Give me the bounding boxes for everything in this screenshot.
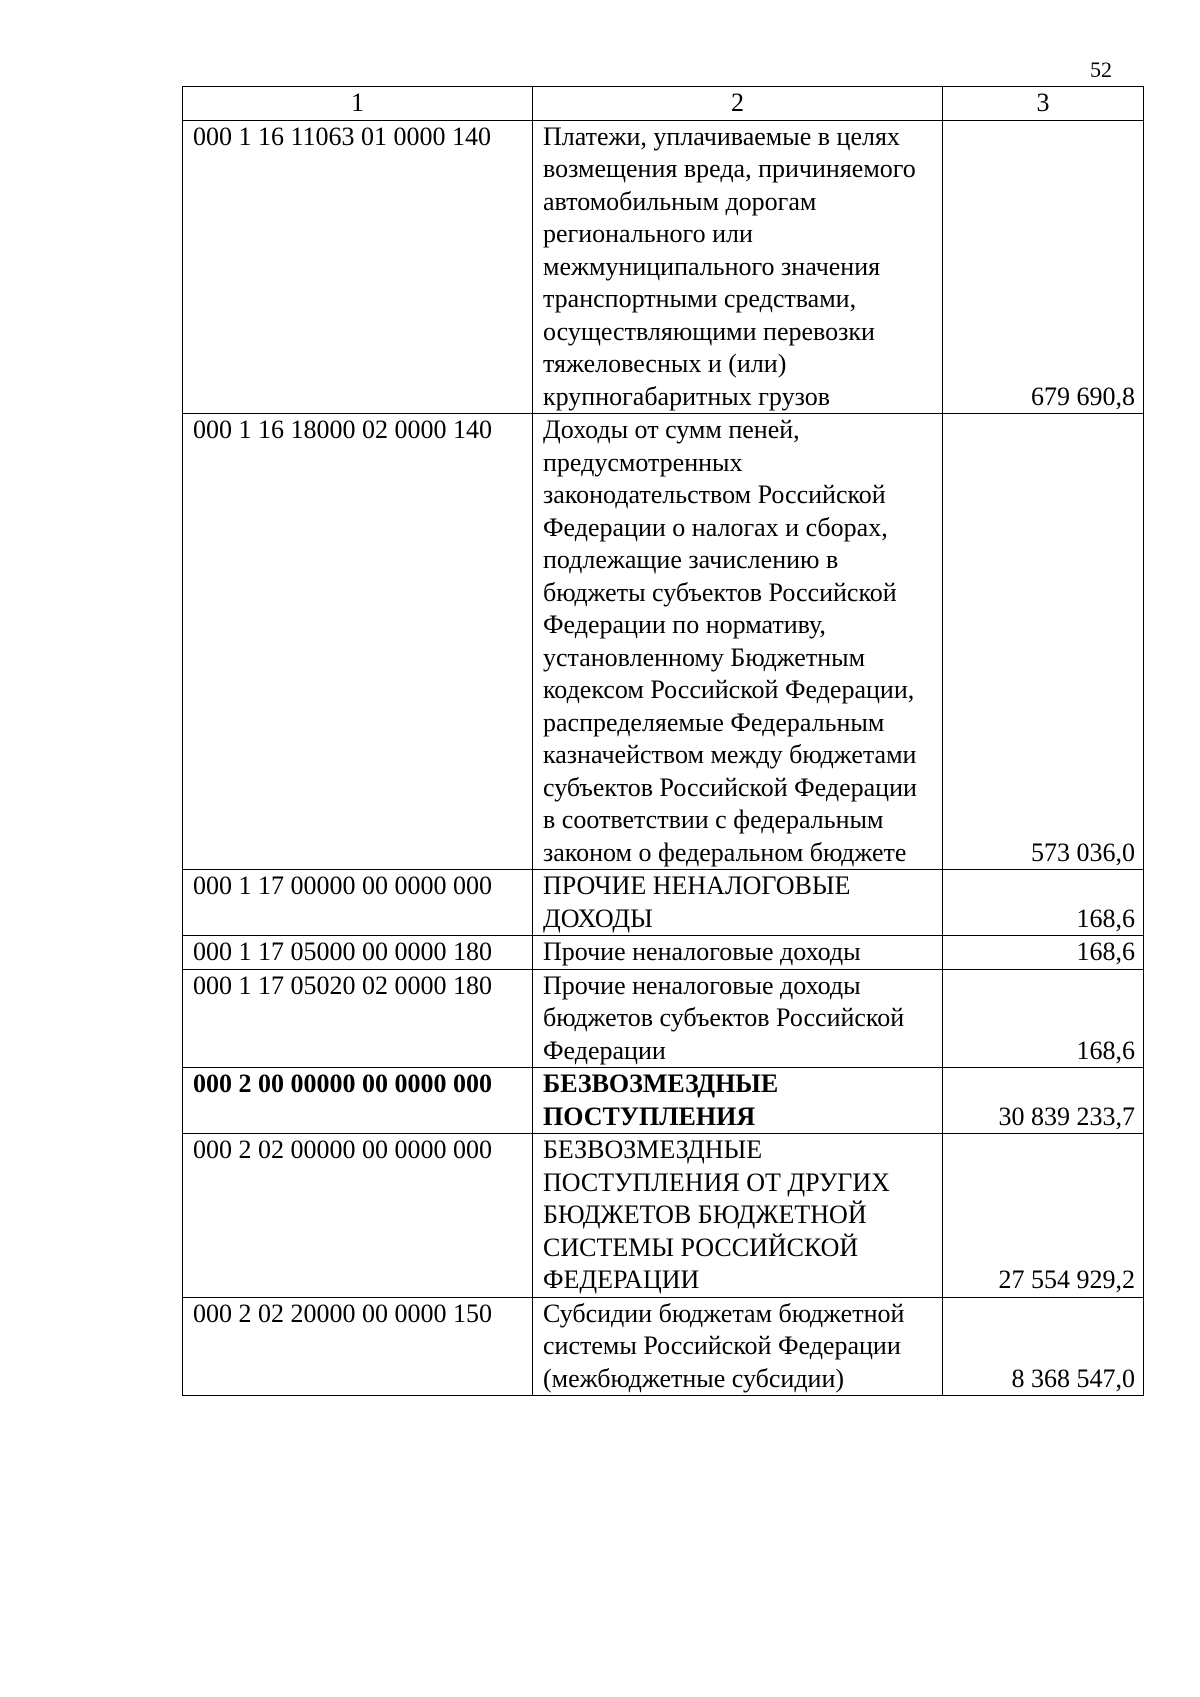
table-header-row <box>183 87 1144 121</box>
table-row <box>183 870 1144 936</box>
table-row <box>183 414 1144 870</box>
revenue-name: Доходы от сумм пеней, предусмотренных законодательством Российской Федерации о налогах и сборах, подлежащие зачислению в бюджеты субъектов Российской Федерации по нормативу, установленному Бюджетным кодексом Российской Федерации, распределяемые Федеральным казначейством между бюджетами субъектов Российской Федерации в соответствии с федеральным законом о федеральном бюджете <box>533 414 943 870</box>
budget-code: 000 2 02 00000 00 0000 000 <box>183 1134 533 1298</box>
table-row <box>183 120 1144 414</box>
table-row <box>183 1297 1144 1396</box>
column-header-2: 2 <box>533 87 943 121</box>
page-number: 52 <box>1090 57 1112 82</box>
revenue-name: БЕЗВОЗМЕЗДНЫЕ ПОСТУПЛЕНИЯ <box>533 1068 943 1134</box>
column-header-3: 3 <box>943 87 1144 121</box>
budget-code: 000 1 16 18000 02 0000 140 <box>183 414 533 870</box>
amount: 573 036,0 <box>943 414 1144 870</box>
budget-code: 000 1 17 05000 00 0000 180 <box>183 936 533 970</box>
table-row <box>183 936 1144 970</box>
amount: 30 839 233,7 <box>943 1068 1144 1134</box>
revenue-name: Прочие неналоговые доходы бюджетов субъектов Российской Федерации <box>533 969 943 1068</box>
budget-revenue-table <box>182 86 1144 1396</box>
revenue-name: БЕЗВОЗМЕЗДНЫЕ ПОСТУПЛЕНИЯ ОТ ДРУГИХ БЮДЖЕТОВ БЮДЖЕТНОЙ СИСТЕМЫ РОССИЙСКОЙ ФЕДЕРАЦИИ <box>533 1134 943 1298</box>
amount: 168,6 <box>943 969 1144 1068</box>
amount: 27 554 929,2 <box>943 1134 1144 1298</box>
column-header-1: 1 <box>183 87 533 121</box>
table-row <box>183 969 1144 1068</box>
amount: 168,6 <box>943 870 1144 936</box>
amount: 8 368 547,0 <box>943 1297 1144 1396</box>
budget-code: 000 2 02 20000 00 0000 150 <box>183 1297 533 1396</box>
revenue-name: Субсидии бюджетам бюджетной системы Российской Федерации (межбюджетные субсидии) <box>533 1297 943 1396</box>
budget-code: 000 1 16 11063 01 0000 140 <box>183 120 533 414</box>
revenue-name: Платежи, уплачиваемые в целях возмещения вреда, причиняемого автомобильным дорогам регионального или межмуниципального значения транспортными средствами, осуществляющими перевозки тяжеловесных и (или) крупногабаритных грузов <box>533 120 943 414</box>
budget-code: 000 1 17 05020 02 0000 180 <box>183 969 533 1068</box>
budget-code: 000 1 17 00000 00 0000 000 <box>183 870 533 936</box>
budget-code: 000 2 00 00000 00 0000 000 <box>183 1068 533 1134</box>
revenue-name: Прочие неналоговые доходы <box>533 936 943 970</box>
amount: 168,6 <box>943 936 1144 970</box>
table-row <box>183 1134 1144 1298</box>
revenue-name: ПРОЧИЕ НЕНАЛОГОВЫЕ ДОХОДЫ <box>533 870 943 936</box>
table-row-total <box>183 1068 1144 1134</box>
amount: 679 690,8 <box>943 120 1144 414</box>
